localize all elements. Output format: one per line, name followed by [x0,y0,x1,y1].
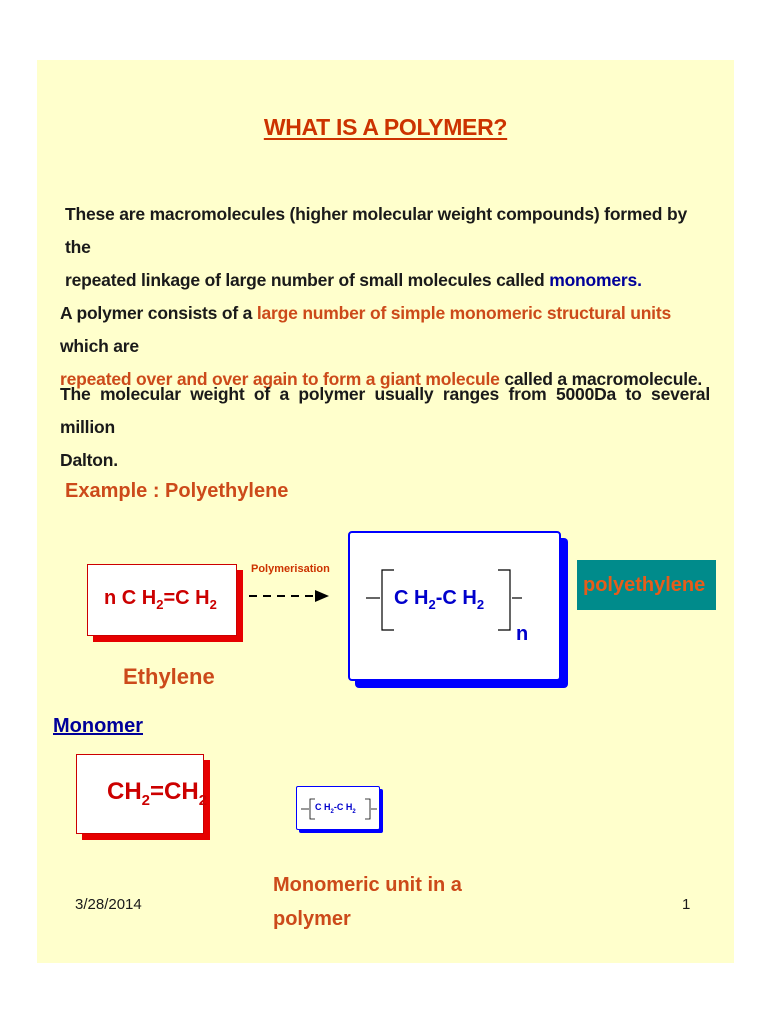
ethylene-label: Ethylene [123,664,215,689]
slide-date: 3/28/2014 [75,896,142,913]
polymer-n: n [516,623,529,645]
paragraph-line: A polymer consists of a large number of simple monomeric structural units which are [60,303,672,356]
monomeric-unit-label: Monomeric unit in a polymer [273,874,462,930]
polyethylene-tag [577,560,716,610]
product-box [348,531,561,681]
paragraph-molecular-weight [60,378,710,477]
monomer-box [76,754,208,834]
highlight-repeated: repeated over and over again to form a giant molecule [60,369,500,389]
reactant-box [87,564,237,636]
product-formula: C $H_2-C$ $H_2$ [394,587,485,612]
monomer-label: Monomer [53,715,143,737]
polyethylene-label: polyethylene [583,574,706,596]
paragraph-definition [65,198,715,297]
unit-box [296,786,380,830]
arrow-label: Polymerisation [251,563,330,575]
highlight-monomers: monomers. [549,270,642,290]
reaction-arrow [247,588,332,604]
monomer-formula: $CH_2=CH_2$ [107,778,208,809]
paragraph-line: The molecular weight of a polymer usually ranges from 5000Da to several million [60,384,710,437]
paragraph-line: These are macromolecules (higher molecular weight compounds) formed by the [65,204,687,257]
highlight-structural-units: large number of simple monomeric structural units [256,303,672,323]
paragraph-line: repeated linkage of large number of small molecules called monomers. [65,270,642,290]
example-label: Example : Polyethylene [65,480,289,502]
reactant-formula: n C $H_2=C$ $H_2$ [104,587,217,612]
paragraph-line: repeated over and over again to form a giant molecule called a macromolecule. [60,369,703,389]
slide-title: WHAT IS A POLYMER? [263,114,508,140]
unit-formula: C $H_2-C$ $H_2$ [315,802,356,815]
slide [37,60,734,963]
slide-page-number: 1 [682,896,691,913]
paragraph-line: Dalton. [60,450,118,470]
